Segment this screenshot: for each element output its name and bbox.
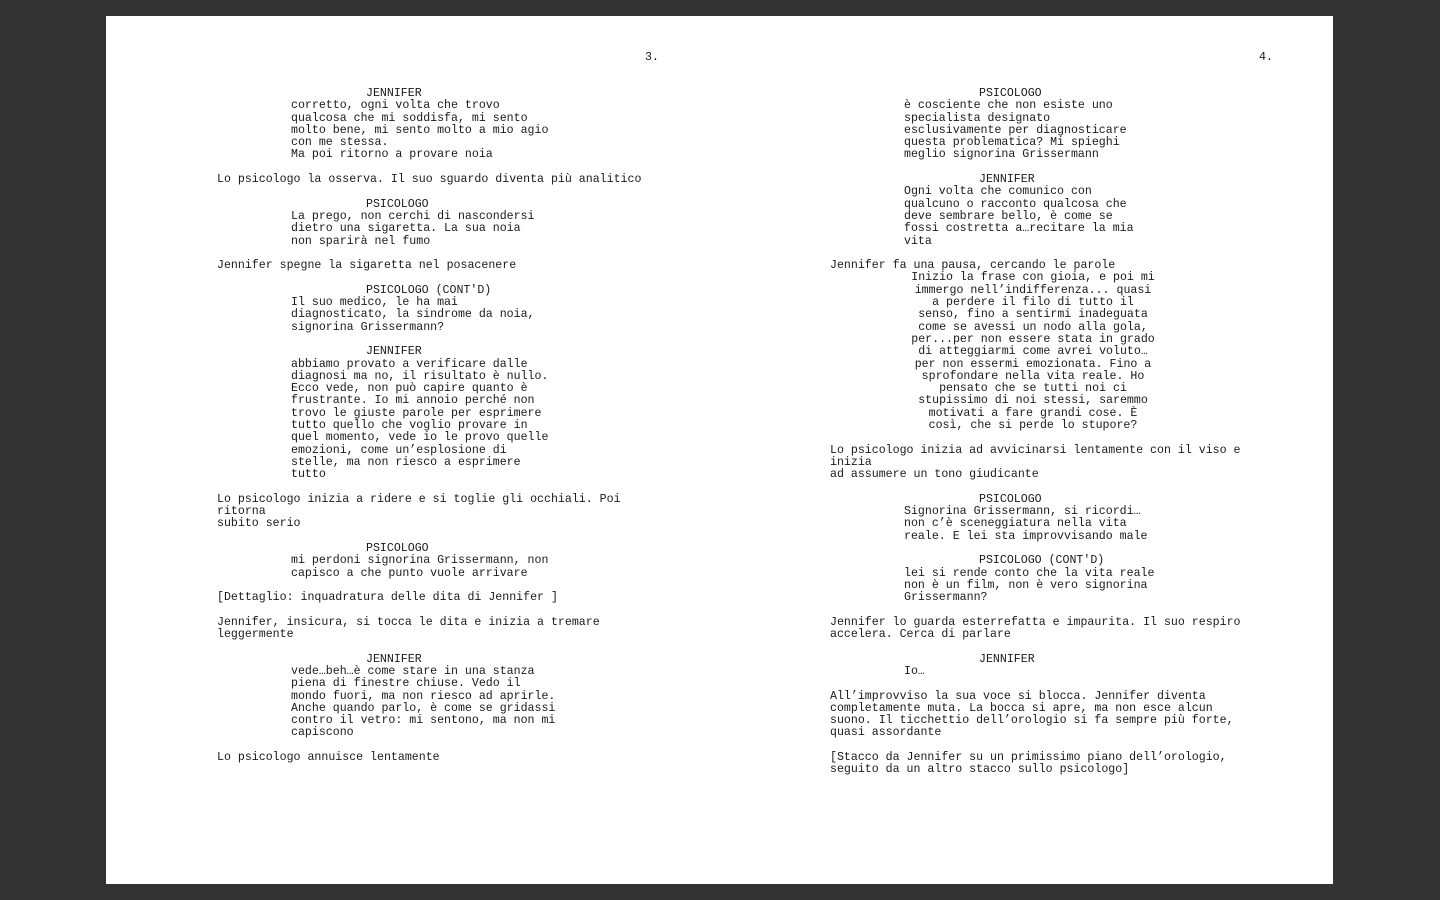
script-content <box>217 88 687 764</box>
character-cue: JENNIFER <box>979 173 1035 187</box>
dialogue: Inizio la frase con gioia, e poi mi immergo nell’indifferenza... quasi a perdere il filo di tutto il senso, fino a sentirmi inadeguata come se avessi un nodo alla gola, per...per non essere stata in grado di atteggiarmi come avrei voluto… per non essermi emozionata. Fino a sprofondare nella vita reale. Ho pensato che se tutti noi ci stupissimo di noi stessi, saremmo motivati a fare grandi cose. È così, che si perde lo stupore? <box>911 271 1155 433</box>
character-cue: JENNIFER <box>979 652 1035 666</box>
dialogue: mi perdoni signorina Grissermann, non capisco a che punto vuole arrivare <box>291 554 549 580</box>
character-cue: PSICOLOGO <box>979 87 1042 100</box>
spacer <box>830 162 1300 174</box>
spacer <box>217 186 687 198</box>
dialogue: abbiamo provato a verificare dalle diagnosi ma no, il risultato è nullo. Ecco vede, non può capire quanto è frustrante. Io mi annoio perché non trovo le giuste parole per esprimere tutto quello che voglio provare in quel momento, vede io le provo quelle emozioni, come un’esplosione di stelle, ma non riesco a esprimere tutto <box>291 357 549 482</box>
page-4 <box>719 16 1333 884</box>
action-line: Lo psicologo annuisce lentamente <box>217 751 440 765</box>
action-line: Jennifer spegne la sigaretta nel posacenere <box>217 259 517 273</box>
character-cue: JENNIFER <box>366 652 422 666</box>
page-number: 4. <box>1259 51 1273 64</box>
spacer <box>217 531 687 543</box>
action-line: [Dettaglio: inquadratura delle dita di Jennifer ] <box>217 591 558 605</box>
page-number: 3. <box>645 51 659 64</box>
character-cue: JENNIFER <box>366 87 422 100</box>
spacer <box>217 272 687 284</box>
action-line: Jennifer lo guarda esterrefatta e impaurita. Il suo respiro accelera. Cerca di parlare <box>830 615 1241 642</box>
character-cue: PSICOLOGO <box>366 197 429 211</box>
action-line: Lo psicologo inizia ad avvicinarsi lentamente con il viso e inizia ad assumere un tono giudicante <box>830 443 1241 482</box>
dialogue: Signorina Grissermann, si ricordi… non c’è sceneggiatura nella vita reale. E lei sta improvvisando male <box>904 505 1148 543</box>
action-line: Lo psicologo la osserva. Il suo sguardo diventa più analitico <box>217 173 642 187</box>
dialogue: Io… <box>904 664 925 678</box>
character-cue: PSICOLOGO (CONT'D) <box>366 283 492 297</box>
spacer <box>830 604 1300 616</box>
spacer <box>830 432 1300 444</box>
dialogue: lei si rende conto che la vita reale non è un film, non è vero signorina Grissermann? <box>904 566 1155 605</box>
dialogue: Ogni volta che comunico con qualcuno o racconto qualcosa che deve sembrare bello, è come se fossi costretta a…recitare la mia vita <box>904 185 1134 248</box>
spacer <box>830 482 1300 494</box>
action-line: Jennifer, insicura, si tocca le dita e inizia a tremare leggermente <box>217 615 600 642</box>
character-cue: PSICOLOGO (CONT'D) <box>979 554 1105 568</box>
script-content <box>830 88 1300 777</box>
document-spread <box>106 16 1333 884</box>
spacer <box>830 678 1300 690</box>
dialogue: è cosciente che non esiste uno specialista designato esclusivamente per diagnosticare questa problematica? Mi spieghi meglio signorina Grissermann <box>904 99 1127 162</box>
spacer <box>217 482 687 494</box>
dialogue: La prego, non cerchi di nascondersi dietro una sigaretta. La sua noia non sparirà nel fumo <box>291 209 535 248</box>
dialogue: vede…beh…è come stare in una stanza piena di finestre chiuse. Vedo il mondo fuori, ma non riesco ad aprirle. Anche quando parlo, è come se gridassi contro il vetro: mi sentono, ma non mi capiscono <box>291 664 556 740</box>
spacer <box>830 641 1300 653</box>
spacer <box>217 604 687 616</box>
action-line: Jennifer fa una pausa, cercando le parole <box>830 259 1116 273</box>
dialogue: corretto, ogni volta che trovo qualcosa che mi soddisfa, mi sento molto bene, mi sento molto a mio agio con me stessa. Ma poi ritorno a provare noia <box>291 99 549 162</box>
action-line: [Stacco da Jennifer su un primissimo piano dell’orologio, seguito da un altro stacco sullo psicologo] <box>830 751 1227 777</box>
character-cue: PSICOLOGO <box>366 541 429 555</box>
character-cue: JENNIFER <box>366 345 422 359</box>
action-line: All’improvviso la sua voce si blocca. Jennifer diventa completamente muta. La bocca si apre, ma non esce alcun suono. Il ticchettio dell’orologio si fa sempre più forte, quasi assordante <box>830 689 1234 740</box>
action-line: Lo psicologo inizia a ridere e si toglie gli occhiali. Poi ritorna subito serio <box>217 492 621 531</box>
spacer <box>217 641 687 653</box>
spacer <box>217 334 687 346</box>
dialogue: Il suo medico, le ha mai diagnosticato, la sindrome da noia, signorina Grissermann? <box>291 296 535 334</box>
character-cue: PSICOLOGO <box>979 492 1042 506</box>
page-3 <box>106 16 719 884</box>
